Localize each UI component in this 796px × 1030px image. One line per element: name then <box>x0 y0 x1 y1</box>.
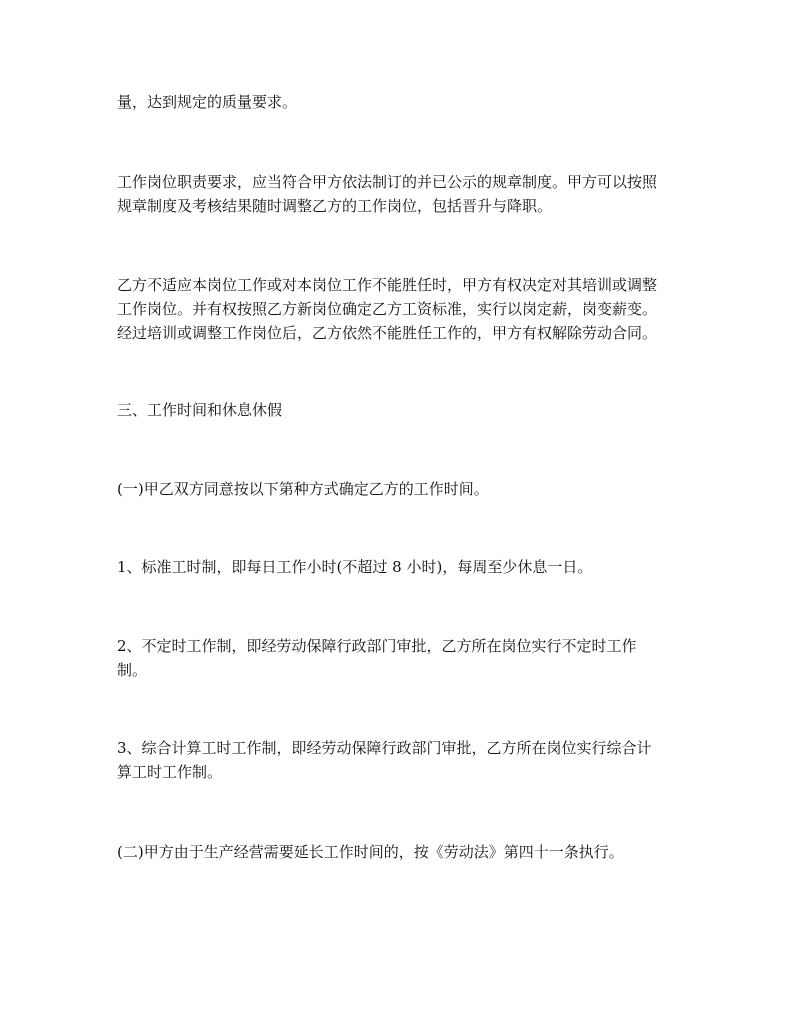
paragraph-flexible-hours <box>117 634 707 682</box>
paragraph-work-time-method <box>117 477 707 501</box>
text-line: 1、标准工时制，即每日工作小时(不超过 8 小时)，每周至少休息一日。 <box>117 558 593 576</box>
text-line: 量，达到规定的质量要求。 <box>117 93 298 111</box>
paragraph-comprehensive-hours <box>117 736 707 784</box>
paragraph-standard-hours <box>117 555 707 579</box>
text-line: (一)甲乙双方同意按以下第种方式确定乙方的工作时间。 <box>117 480 489 498</box>
text-line: (二)甲方由于生产经营需要延长工作时间的，按《劳动法》第四十一条执行。 <box>117 843 624 861</box>
text-line: 3、综合计算工时工作制，即经劳动保障行政部门审批，乙方所在岗位实行综合计 <box>117 739 652 757</box>
section-heading-work-hours <box>117 398 707 422</box>
text-line: 工作岗位职责要求，应当符合甲方依法制订的并已公示的规章制度。甲方可以按照 <box>117 173 658 191</box>
paragraph-job-incompetence <box>117 273 707 345</box>
text-line: 工作岗位。并有权按照乙方新岗位确定乙方工资标准，实行以岗定薪，岗变薪变。 <box>117 300 658 318</box>
paragraph-quality-requirement <box>117 90 707 114</box>
text-line: 规章制度及考核结果随时调整乙方的工作岗位，包括晋升与降职。 <box>117 197 553 215</box>
paragraph-overtime <box>117 840 707 864</box>
text-line: 乙方不适应本岗位工作或对本岗位工作不能胜任时，甲方有权决定对其培训或调整 <box>117 276 658 294</box>
text-line: 三、工作时间和休息休假 <box>117 401 283 419</box>
text-line: 算工时工作制。 <box>117 763 223 781</box>
paragraph-job-duties <box>117 170 707 218</box>
text-line: 经过培训或调整工作岗位后，乙方依然不能胜任工作的，甲方有权解除劳动合同。 <box>117 324 658 342</box>
text-line: 2、不定时工作制，即经劳动保障行政部门审批，乙方所在岗位实行不定时工作 <box>117 637 637 655</box>
text-line: 制。 <box>117 661 148 679</box>
